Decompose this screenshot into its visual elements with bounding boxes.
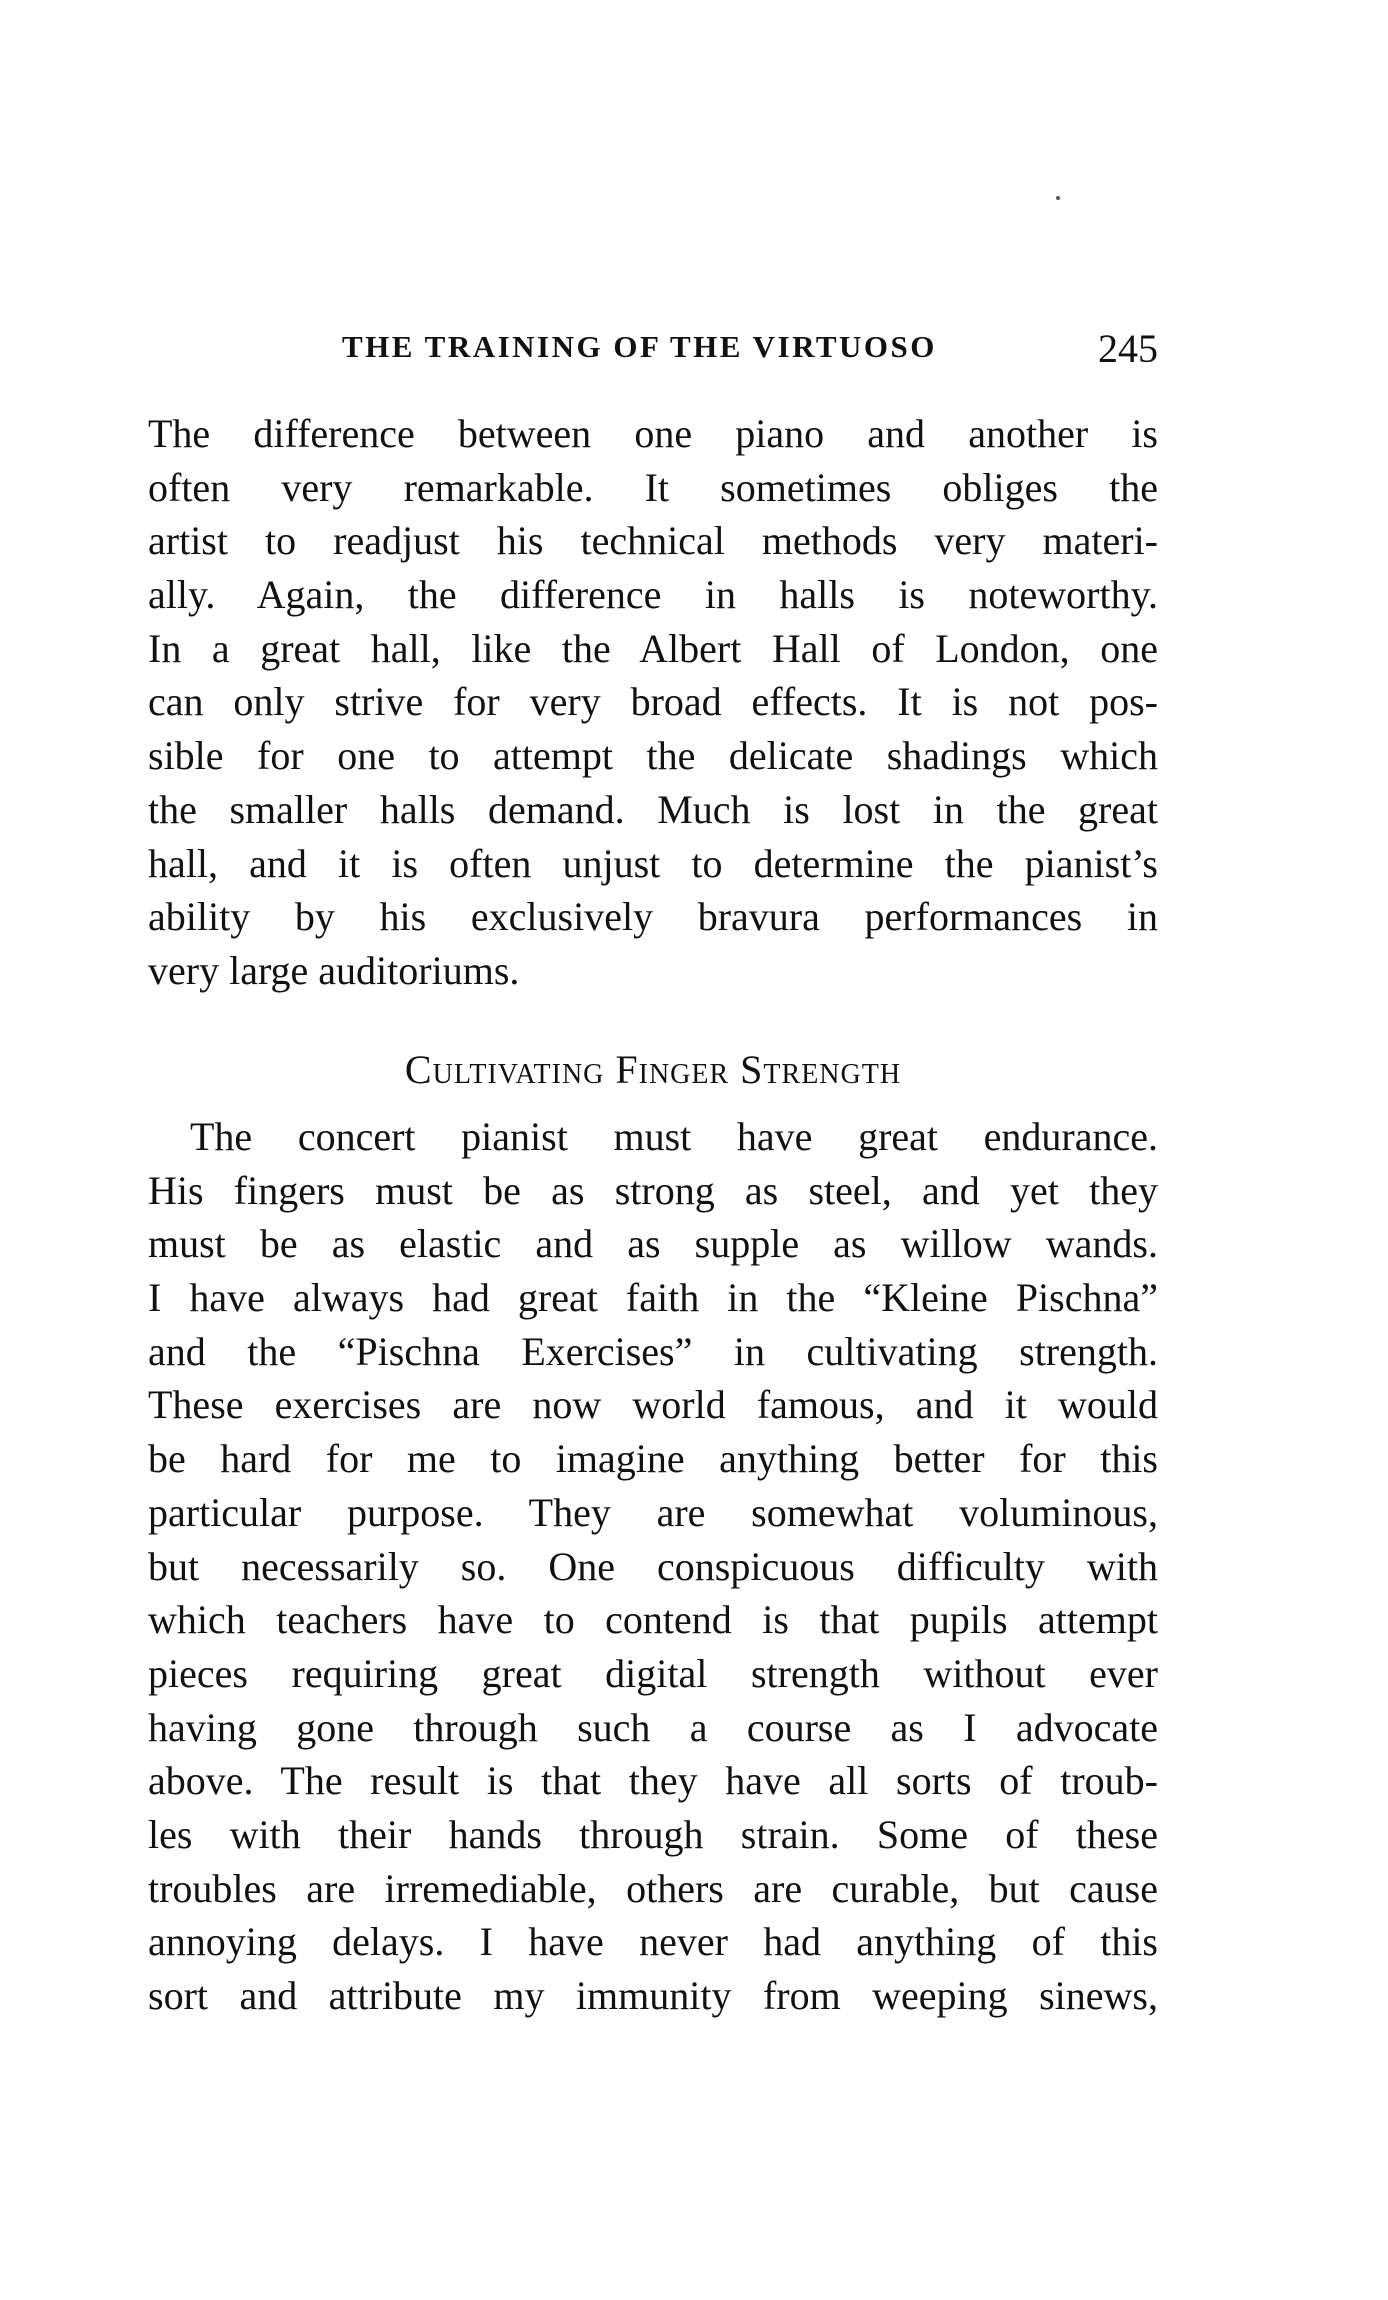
text-line: His fingers must be as strong as steel, and yet they <box>148 1167 1158 1213</box>
section-heading: Cultivating Finger Strength <box>404 1047 902 1092</box>
text-line: but necessarily so. One conspicuous difficulty with <box>148 1543 1158 1589</box>
text-line: and the “Pischna Exercises” in cultivating strength. <box>148 1328 1158 1374</box>
text-line: ally. Again, the difference in halls is noteworthy. <box>148 572 1158 618</box>
text-line: ability by his exclusively bravura performances in <box>148 894 1158 940</box>
text-line: must be as elastic and as supple as willow wands. <box>148 1221 1158 1267</box>
text-line: particular purpose. They are somewhat voluminous, <box>148 1489 1158 1535</box>
ink-speck <box>1056 196 1060 200</box>
running-head <box>148 322 1158 372</box>
text-line: These exercises are now world famous, and it would <box>148 1382 1158 1428</box>
text-line: The concert pianist must have great endurance. <box>190 1114 1158 1159</box>
page-number: 245 <box>1098 326 1158 371</box>
running-head-title: THE TRAINING OF THE VIRTUOSO <box>342 329 937 364</box>
text-line: pieces requiring great digital strength without ever <box>148 1650 1158 1696</box>
text-line: In a great hall, like the Albert Hall of London, one <box>148 625 1158 671</box>
text-line: annoying delays. I have never had anything of this <box>148 1919 1158 1965</box>
text-line: les with their hands through strain. Some of these <box>148 1811 1158 1857</box>
text-line: sible for one to attempt the delicate shadings which <box>148 733 1158 779</box>
text-line: sort and attribute my immunity from weeping sinews, <box>148 1973 1158 2018</box>
text-line: very large auditoriums. <box>148 947 520 993</box>
text-line: The difference between one piano and another is <box>148 411 1158 456</box>
text-line: troubles are irremediable, others are curable, but cause <box>148 1865 1158 1911</box>
text-line: I have always had great faith in the “Kleine Pischna” <box>148 1275 1158 1321</box>
text-line: the smaller halls demand. Much is lost in the great <box>148 786 1158 832</box>
paragraph-1 <box>148 407 1158 998</box>
text-line: hall, and it is often unjust to determine the pianist’s <box>148 840 1158 886</box>
text-line: be hard for me to imagine anything better for this <box>148 1436 1158 1482</box>
text-line: which teachers have to contend is that pupils attempt <box>148 1597 1158 1643</box>
paragraph-2 <box>148 1110 1158 2023</box>
text-line: can only strive for very broad effects. It is not pos- <box>148 679 1158 725</box>
text-line: above. The result is that they have all sorts of troub- <box>148 1758 1158 1804</box>
text-line: often very remarkable. It sometimes obliges the <box>148 464 1158 510</box>
text-line: artist to readjust his technical methods very materi- <box>148 518 1158 564</box>
text-line: having gone through such a course as I advocate <box>148 1704 1158 1750</box>
